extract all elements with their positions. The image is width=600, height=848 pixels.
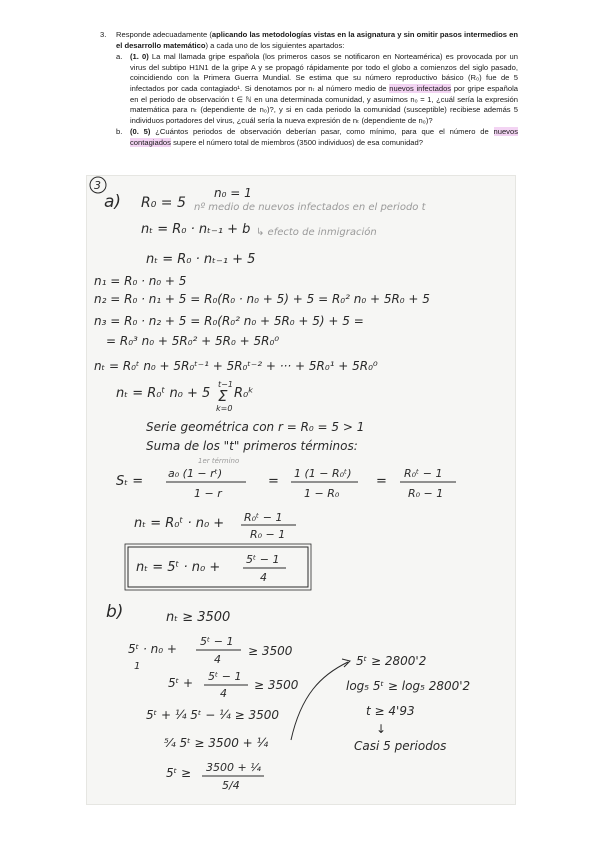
subquestion-b-body-2: supere el número total de miembros (3500 individuos) de esa comunidad? bbox=[170, 137, 423, 147]
result-general-denominator: R₀ − 1 bbox=[250, 528, 286, 541]
subquestion-a-body-1: La mal llamada gripe española (los primeros casos se notificaron en Norteamérica) es provocada por un virus del subtipo H1N1 de la gripe A y se propagó rápidamente por todo el globo a comienzos del siglo pasado, coincidiendo con la Primera Guerra Mundial. Se estima que su número reproductivo básico (R₀) fue de 5 infectados por cada contagiado¹. Si denotamos por nₜ al número medio de bbox=[130, 52, 518, 93]
b-step2-numerator: 5ᵗ − 1 bbox=[208, 670, 242, 683]
handwritten-answer-sheet bbox=[86, 175, 516, 805]
sum-symbol: Σ bbox=[218, 387, 228, 405]
result-specific-denominator: 4 bbox=[260, 571, 267, 584]
sum-lower-limit: k=0 bbox=[216, 404, 233, 413]
equals-2: = bbox=[376, 474, 387, 489]
recurrence-general: nₜ = R₀ · nₜ₋₁ + b bbox=[141, 222, 251, 237]
geometric-series-note: Serie geométrica con r = R₀ = 5 > 1 bbox=[146, 420, 365, 434]
b-step1-under: 1 bbox=[134, 661, 141, 672]
sum-first-terms-note: Suma de los "t" primeros términos: bbox=[146, 439, 358, 453]
question-header bbox=[100, 30, 518, 51]
step-n2: n₂ = R₀ · n₁ + 5 = R₀(R₀ · n₀ + 5) + 5 = R₀² n₀ + 5R₀ + 5 bbox=[94, 292, 430, 306]
step-n1: n₁ = R₀ · n₀ + 5 bbox=[94, 274, 187, 288]
st-denominator-2: 1 − R₀ bbox=[304, 487, 340, 500]
part-b-label: b) bbox=[106, 602, 124, 622]
b-step2-lhs: 5ᵗ + bbox=[168, 676, 194, 690]
right-arrow: ↓ bbox=[376, 722, 387, 736]
result-specific-numerator: 5ᵗ − 1 bbox=[246, 553, 280, 566]
highlight-nuevos-infectados: nuevos infectados bbox=[389, 83, 452, 93]
equals-1: = bbox=[268, 474, 279, 489]
step-nt: nₜ = R₀ᵗ n₀ + 5R₀ᵗ⁻¹ + 5R₀ᵗ⁻² + ··· + 5R₀¹ + 5R₀⁰ bbox=[94, 359, 378, 373]
sum-upper-limit: t−1 bbox=[218, 380, 233, 389]
right-step3: t ≥ 4'93 bbox=[366, 704, 415, 718]
subquestion-a bbox=[116, 52, 518, 126]
immigration-note: ↳ efecto de inmigración bbox=[256, 227, 377, 238]
question-number: 3. bbox=[100, 30, 107, 39]
result-general-numerator: R₀ᵗ − 1 bbox=[244, 511, 283, 524]
circled-number: 3 bbox=[94, 179, 101, 192]
intro-tail-text: ) a cada uno de los siguientes apartados: bbox=[205, 40, 345, 50]
b-step1-lhs: 5ᵗ · n₀ + bbox=[128, 642, 177, 656]
result-specific-lhs: nₜ = 5ᵗ · n₀ + bbox=[136, 560, 221, 575]
sum-term: R₀ᵏ bbox=[234, 386, 254, 401]
step-n3a: n₃ = R₀ · n₂ + 5 = R₀(R₀² n₀ + 5R₀ + 5) + 5 = bbox=[94, 314, 364, 328]
question-intro bbox=[116, 30, 518, 51]
r0-value: R₀ = 5 bbox=[141, 195, 186, 211]
question-block bbox=[100, 30, 518, 149]
nt-definition-note: nº medio de nuevos infectados en el periodo t bbox=[194, 202, 426, 213]
handwriting-canvas bbox=[86, 175, 516, 805]
subquestion-a-body-2: por gripe española en el periodo de observación t ∈ ℕ en una determinada comunidad, y asumimos n₀ = 1, ¿cuál sería la expresión matemática para nₜ (dependiente de n₀)?, y si en cada periodo la comunidad (susceptible) recibiese además 5 individuos portadores del virus, ¿cuál sería la nueva expresión de nₜ (dependiente de n₀)? bbox=[130, 83, 518, 125]
intro-text: Responde adecuadamente ( bbox=[116, 30, 212, 39]
recurrence-specific: nₜ = R₀ · nₜ₋₁ + 5 bbox=[146, 252, 256, 267]
first-term-note: 1er término bbox=[198, 457, 240, 465]
subquestion-a-letter: a. bbox=[116, 52, 123, 62]
b-step1-rhs: ≥ 3500 bbox=[248, 644, 293, 658]
b-step5-denominator: 5/4 bbox=[222, 779, 240, 792]
b-step2-denominator: 4 bbox=[220, 687, 227, 700]
highlight-nuevos-contagiados: nuevos contagiados bbox=[130, 127, 518, 147]
connector-arrow bbox=[291, 662, 348, 740]
result-general-lhs: nₜ = R₀ᵗ · n₀ + bbox=[134, 516, 225, 531]
sum-expression-lhs: nₜ = R₀ᵗ n₀ + 5 bbox=[116, 386, 211, 401]
subquestion-b bbox=[116, 127, 518, 148]
subquestion-b-body-1: ¿Cuántos periodos de observación deberían pasar, como mínimo, para que el número de bbox=[155, 127, 494, 137]
st-lhs: Sₜ = bbox=[116, 474, 144, 489]
st-denominator-1: 1 − r bbox=[194, 487, 222, 500]
b-step1-denominator: 4 bbox=[214, 653, 221, 666]
b-step5-lhs: 5ᵗ ≥ bbox=[166, 766, 192, 780]
subquestion-b-text bbox=[130, 127, 518, 148]
right-step2: log₅ 5ᵗ ≥ log₅ 2800'2 bbox=[346, 679, 471, 693]
b-step3: 5ᵗ + ¼ 5ᵗ − ¼ ≥ 3500 bbox=[146, 708, 280, 722]
st-denominator-3: R₀ − 1 bbox=[408, 487, 444, 500]
subquestion-b-points: (0. 5) bbox=[130, 127, 151, 137]
part-a-label: a) bbox=[104, 192, 122, 212]
b-step2-rhs: ≥ 3500 bbox=[254, 678, 299, 692]
st-numerator-1: a₀ (1 − rᵗ) bbox=[168, 467, 223, 480]
n0-value: n₀ = 1 bbox=[214, 186, 252, 200]
step-n3b: = R₀³ n₀ + 5R₀² + 5R₀ + 5R₀⁰ bbox=[106, 334, 280, 348]
right-step1: 5ᵗ ≥ 2800'2 bbox=[356, 654, 427, 668]
b-step1-numerator: 5ᵗ − 1 bbox=[200, 635, 234, 648]
final-answer: Casi 5 periodos bbox=[354, 739, 447, 753]
subquestion-b-letter: b. bbox=[116, 127, 123, 137]
b-inequality: nₜ ≥ 3500 bbox=[166, 610, 231, 625]
subquestion-a-text bbox=[130, 52, 518, 126]
subquestion-a-points: (1. 0) bbox=[130, 52, 149, 62]
intro-bold-text: aplicando las metodologías vistas en la asignatura y sin omitir pasos intermedios en el desarrollo matemático bbox=[116, 30, 518, 50]
b-step4: ⁵⁄₄ 5ᵗ ≥ 3500 + ¼ bbox=[164, 736, 269, 750]
st-numerator-3: R₀ᵗ − 1 bbox=[404, 467, 443, 480]
b-step5-numerator: 3500 + ¼ bbox=[206, 761, 261, 774]
st-numerator-2: 1 (1 − R₀ᵗ) bbox=[294, 467, 352, 480]
